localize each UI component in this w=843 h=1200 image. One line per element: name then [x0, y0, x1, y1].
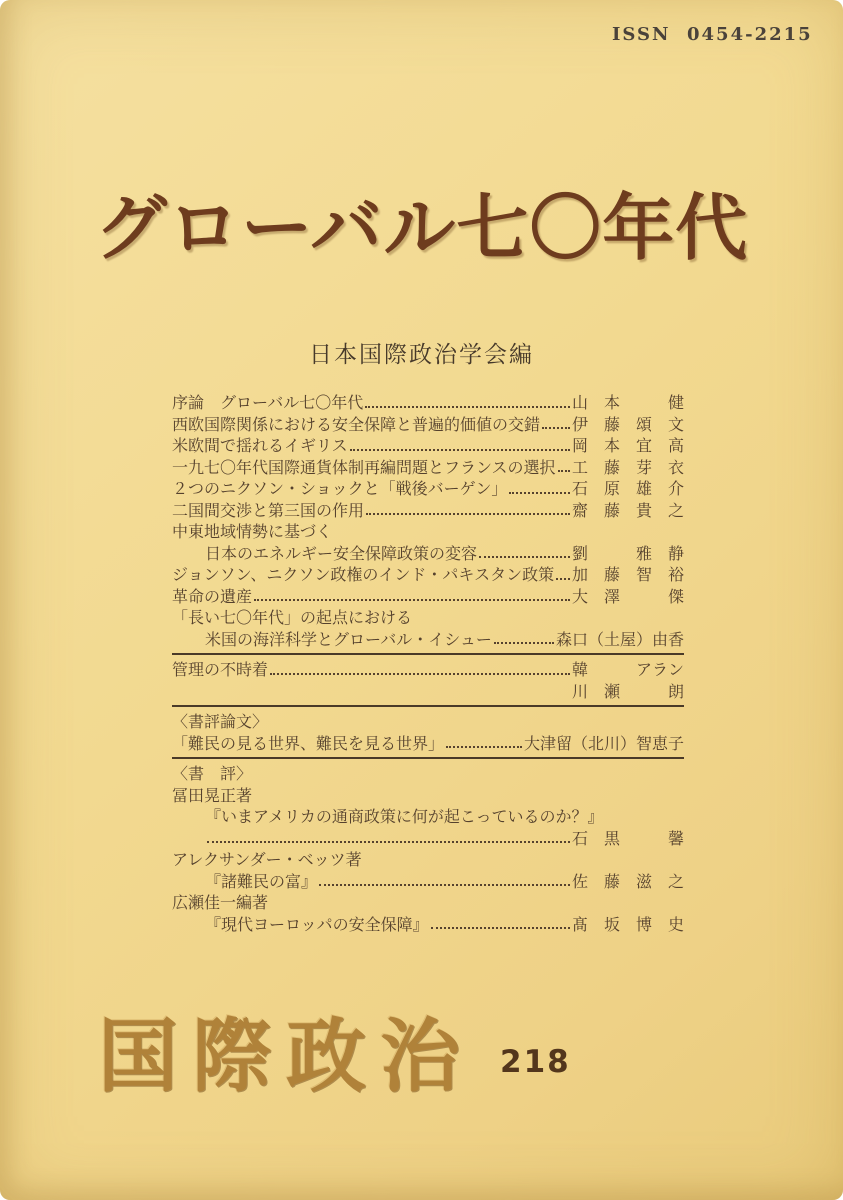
toc-dot-leader	[542, 427, 570, 429]
toc-entry-title: 米欧間で揺れるイギリス	[172, 436, 348, 455]
toc-dot-leader	[207, 841, 570, 843]
toc-entry-title: 「長い七〇年代」の起点における	[172, 608, 413, 627]
cover-title: グローバル七〇年代	[94, 185, 749, 270]
toc-entry-author: 川 瀬 朗	[571, 681, 684, 701]
issn-text: ISSN 0454-2215	[612, 24, 813, 45]
toc-entry-title: 西欧国際関係における安全保障と普遍的価値の交錯	[172, 414, 541, 434]
toc-entry-title: 序論 グローバル七〇年代	[172, 393, 364, 412]
toc-entry-title: ２つのニクソン・ショックと「戦後バーゲン」	[172, 479, 508, 498]
toc-row	[172, 564, 684, 586]
toc-dot-leader	[254, 599, 570, 601]
toc-entry-title: 二国間交渉と第三国の作用	[172, 500, 365, 520]
toc-row	[172, 586, 684, 608]
toc-row	[172, 435, 684, 457]
toc-entry-author: 工 藤 芽 衣	[571, 457, 684, 477]
toc-entry-title: 「難民の見る世界、難民を見る世界」	[172, 733, 445, 753]
toc-entry-title: 冨田晃正著	[172, 785, 253, 805]
toc-entry-title: 広瀬佳一編著	[172, 893, 269, 912]
toc-entry-author: 佐 藤 滋 之	[571, 871, 684, 891]
toc-entry-author: 髙 坂 博 史	[571, 914, 684, 934]
toc-row	[172, 711, 684, 733]
toc-row	[172, 543, 684, 565]
toc-dot-leader	[558, 470, 570, 472]
toc-entry-author: 石 黒 馨	[571, 828, 684, 848]
toc-row	[172, 659, 684, 681]
toc-entry-author: 齋 藤 貴 之	[571, 500, 684, 520]
toc-entry-author: 加 藤 智 裕	[571, 565, 684, 584]
toc-row	[172, 763, 684, 785]
toc-row	[172, 521, 684, 543]
toc-entry-author: 大 澤 傑	[571, 586, 684, 606]
toc-entry-title: 〈書 評〉	[172, 764, 253, 783]
toc-dot-leader	[446, 746, 522, 748]
toc-row	[172, 500, 684, 522]
toc-entry-title: ジョンソン、ニクソン政権のインド・パキスタン政策	[172, 565, 555, 584]
toc-entry-title: 中東地域情勢に基づく	[172, 522, 333, 541]
toc-entry-title: 『現代ヨーロッパの安全保障』	[205, 914, 429, 934]
toc-section-rule	[172, 757, 684, 759]
toc-entry-author: 山 本 健	[571, 393, 684, 412]
toc-entry-author: 岡 本 宜 高	[571, 436, 684, 455]
toc-section-rule	[172, 705, 684, 707]
toc-dot-leader	[365, 406, 570, 408]
toc-dot-leader	[479, 556, 570, 558]
toc-dot-leader	[350, 449, 570, 451]
toc-dot-leader	[319, 884, 570, 886]
toc-entry-author: 石 原 雄 介	[571, 479, 684, 498]
toc-dot-leader	[431, 927, 570, 929]
toc-row	[172, 607, 684, 629]
toc-dot-leader	[509, 492, 570, 494]
toc-row	[172, 681, 684, 703]
editor-line: 日本国際政治学会編	[309, 342, 534, 368]
toc-entry-title: 『いまアメリカの通商政策に何が起こっているのか？』	[205, 807, 604, 826]
toc-entry-author: 森口（土屋）由香	[555, 629, 684, 649]
toc-row	[172, 871, 684, 893]
toc-entry-author: 伊 藤 頌 文	[571, 414, 684, 434]
toc-entry-author: 大津留（北川）智恵子	[523, 733, 684, 753]
toc-entry-title: 革命の遺産	[172, 586, 253, 606]
journal-name: 国際政治	[98, 1009, 474, 1103]
toc-dot-leader	[270, 673, 570, 675]
issue-number: 218	[500, 1044, 571, 1080]
toc-entry-title: 『諸難民の富』	[205, 871, 318, 891]
toc-section-rule	[172, 653, 684, 655]
toc-row	[172, 392, 684, 414]
toc-row	[172, 849, 684, 871]
toc-entry-author: 韓 アラン	[571, 660, 684, 679]
toc-entry-title: 日本のエネルギー安全保障政策の変容	[205, 543, 478, 563]
toc-row	[172, 914, 684, 936]
toc-entry-title: 〈書評論文〉	[172, 712, 269, 731]
toc-entry-title: アレクサンダー・ベッツ著	[172, 850, 362, 869]
toc-row	[172, 414, 684, 436]
toc-row	[172, 457, 684, 479]
toc-row	[172, 733, 684, 755]
toc-entry-title: 一九七〇年代国際通貨体制再編問題とフランスの選択	[172, 457, 556, 477]
toc-row	[172, 828, 684, 850]
toc-dot-leader	[556, 578, 570, 580]
toc-dot-leader	[366, 513, 570, 515]
toc-entry-author: 劉 雅 静	[571, 543, 684, 563]
toc-row	[172, 892, 684, 914]
toc-row	[172, 806, 684, 828]
table-of-contents	[172, 392, 684, 935]
toc-entry-title: 管理の不時着	[172, 660, 269, 679]
toc-row	[172, 478, 684, 500]
toc-dot-leader	[494, 642, 554, 644]
toc-entry-title: 米国の海洋科学とグローバル・イシュー	[205, 629, 492, 649]
toc-row	[172, 785, 684, 807]
toc-row	[172, 629, 684, 651]
